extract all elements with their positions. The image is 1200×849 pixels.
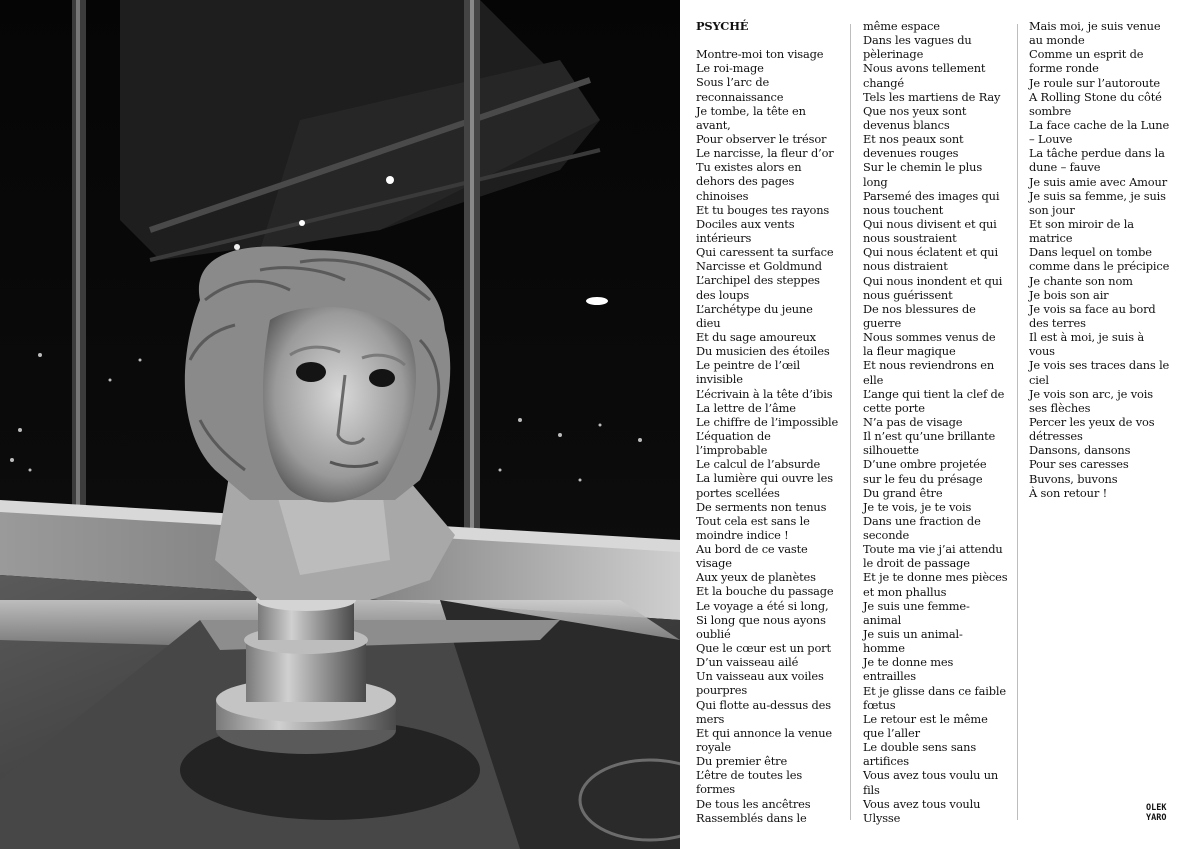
poem-line: De tous les ancêtres: [696, 796, 811, 811]
poem-line: des terres: [1029, 315, 1086, 330]
poem-line: Du premier être: [696, 754, 788, 769]
poem-line: Rassemblés dans le: [696, 810, 807, 825]
poem-line: fils: [863, 782, 880, 797]
poem-line: Qui nous éclatent et qui: [863, 245, 998, 260]
poem-line: forme ronde: [1029, 61, 1099, 76]
poem-line: La tâche perdue dans la: [1029, 146, 1165, 161]
poem-line: Et nos peaux sont: [863, 132, 964, 147]
poem-line: pèlerinage: [863, 47, 924, 62]
poem-line: Je suis un animal-: [863, 627, 963, 642]
poem-line: fœtus: [863, 697, 896, 712]
poem-line: Dociles aux vents: [696, 216, 795, 231]
poem-line: guerre: [863, 315, 902, 330]
poem-line: Du grand être: [863, 485, 943, 500]
poem-line: Toute ma vie j’ai attendu: [863, 542, 1003, 557]
poem-line: Percer les yeux de vos: [1029, 414, 1155, 429]
poem-line: Je vois ses traces dans le: [1029, 358, 1170, 373]
poem-line: Je te donne mes: [863, 655, 954, 670]
poem-line: silhouette: [863, 443, 919, 458]
poem-line: pourpres: [696, 683, 748, 698]
poem-line: son jour: [1029, 202, 1075, 217]
poem-line: À son retour !: [1029, 485, 1108, 500]
poem-line: dehors des pages: [696, 174, 795, 189]
poem-line: Vous avez tous voulu un: [863, 768, 999, 783]
poem-line: Dans les vagues du: [863, 33, 972, 48]
poem-line: – Louve: [1029, 132, 1073, 147]
poem-line: avant,: [696, 117, 731, 132]
poem-line: Et tu bouges tes rayons: [696, 202, 830, 217]
poem-line: Qui nous inondent et qui: [863, 273, 1003, 288]
poem-line: détresses: [1029, 429, 1083, 444]
poem-line: L’équation de: [696, 428, 771, 443]
poem-line: Je bois son air: [1029, 287, 1109, 302]
poem-line: Le calcul de l’absurde: [696, 457, 821, 472]
poem-line: Je vois son arc, je vois: [1029, 386, 1153, 401]
poem-line: Qui flotte au-dessus des: [696, 697, 831, 712]
poem-line: L’ange qui tient la clef de: [863, 386, 1005, 401]
poem-line: seconde: [863, 528, 910, 543]
poem-line: la fleur magique: [863, 344, 956, 359]
poem-line: entrailles: [863, 669, 916, 684]
poem-line: comme dans le précipice: [1029, 259, 1170, 274]
poem-line: dieu: [696, 315, 721, 330]
poem-line: Je vois sa face au bord: [1029, 301, 1156, 316]
poem-line: Et du sage amoureux: [696, 329, 816, 344]
poem-column-1: [696, 19, 846, 825]
poem-line: De serments non tenus: [696, 499, 827, 514]
poem-line: des loups: [696, 287, 750, 302]
poem-line: Je suis sa femme, je suis: [1029, 188, 1166, 203]
poem-line: Tels les martiens de Ray: [863, 89, 1001, 104]
poem-line: Le peintre de l’œil: [696, 358, 800, 373]
poem-line: Dansons, dansons: [1029, 443, 1131, 458]
poem-line: Qui nous divisent et qui: [863, 216, 997, 231]
poem-line: Il est à moi, je suis à: [1029, 330, 1145, 345]
poem-line: invisible: [696, 372, 743, 387]
poem-line: homme: [863, 641, 905, 656]
poem-line: Buvons, buvons: [1029, 471, 1118, 486]
poem-line: Et je te donne mes pièces: [863, 570, 1008, 585]
poem-line: Narcisse et Goldmund: [696, 259, 822, 274]
poem-line: Le voyage a été si long,: [696, 598, 829, 613]
poem-line: que l’aller: [863, 726, 920, 741]
poem-line: nous touchent: [863, 202, 944, 217]
poem-line: Le retour est le même: [863, 711, 988, 726]
poem-line: ses flèches: [1029, 400, 1091, 415]
poem-line: devenus blancs: [863, 117, 950, 132]
poem-line: La lettre de l’âme: [696, 400, 796, 415]
poem-line: Mais moi, je suis venue: [1029, 19, 1161, 33]
poem-line: L’être de toutes les: [696, 768, 803, 783]
poem-line: De nos blessures de: [863, 301, 976, 316]
poem-line: L’archipel des steppes: [696, 273, 820, 288]
poem-line: nous distraient: [863, 259, 948, 274]
poem-line: Sur le chemin le plus: [863, 160, 983, 175]
poem-line: dune – fauve: [1029, 160, 1101, 175]
poem-line: Le roi-mage: [696, 61, 764, 76]
poem-line: ciel: [1029, 372, 1049, 387]
poem-line: L’écrivain à la tête d’ibis: [696, 386, 833, 401]
poem-line: Le narcisse, la fleur d’or: [696, 146, 834, 161]
poem-line: changé: [863, 75, 904, 90]
poem-line: Un vaisseau aux voiles: [696, 669, 824, 684]
poem-line: Je roule sur l’autoroute: [1029, 75, 1161, 90]
poem-line: A Rolling Stone du côté: [1029, 89, 1162, 104]
poem-line: Comme un esprit de: [1029, 47, 1144, 62]
poem-line: Parsemé des images qui: [863, 188, 1000, 203]
poem-line: portes scellées: [696, 485, 780, 500]
poem-line: Du musicien des étoiles: [696, 344, 830, 359]
poem-line: Dans lequel on tombe: [1029, 245, 1152, 260]
poem-line: L’archétype du jeune: [696, 301, 813, 316]
poem-line: moindre indice !: [696, 527, 789, 542]
poem-line: Au bord de ce vaste: [696, 542, 808, 557]
poem-line: sur le feu du présage: [863, 471, 983, 486]
poem-line: Et je glisse dans ce faible: [863, 683, 1006, 698]
poem-title: PSYCHÉ: [696, 19, 749, 33]
poem-line: artifices: [863, 754, 909, 769]
poem-line: elle: [863, 372, 884, 387]
poem-line: Je te vois, je te vois: [863, 499, 972, 514]
poem-line: au monde: [1029, 33, 1085, 48]
poem-line: Pour observer le trésor: [696, 131, 827, 146]
poem-line: Je suis amie avec Amour: [1029, 174, 1167, 189]
author-signature: [1146, 804, 1166, 823]
poem-line: La lumière qui ouvre les: [696, 471, 833, 486]
poem-line: D’un vaisseau ailé: [696, 655, 799, 670]
poem-line: Le chiffre de l’impossible: [696, 414, 839, 429]
poem-line: oublié: [696, 626, 731, 641]
poem-column-2: [863, 19, 1013, 825]
poem-line: Si long que nous ayons: [696, 612, 826, 627]
poem-line: Je tombe, la tête en: [696, 103, 806, 118]
poem-line: devenues rouges: [863, 146, 959, 161]
poem-line: Je suis une femme-: [863, 598, 970, 613]
poem-line: nous guérissent: [863, 287, 953, 302]
poem-line: même espace: [863, 19, 940, 33]
poem-line: formes: [696, 782, 736, 797]
poem-line: visage: [696, 556, 732, 571]
poem-line: vous: [1029, 344, 1055, 359]
poem-line: animal: [863, 612, 902, 627]
poem-column-3: [1029, 19, 1179, 500]
poem-line: reconnaissance: [696, 89, 784, 104]
poem-line: intérieurs: [696, 230, 752, 245]
poem-line: Et qui annonce la venue: [696, 725, 832, 740]
poem-line: Vous avez tous voulu: [863, 796, 981, 811]
poem-line: Et la bouche du passage: [696, 584, 834, 599]
poem-line: Et nous reviendrons en: [863, 358, 995, 373]
poem-line: Pour ses caresses: [1029, 457, 1129, 472]
signature-line: YARO: [1146, 812, 1167, 823]
poem-line: Aux yeux de planètes: [696, 570, 816, 585]
signature-line: OLEK: [1146, 803, 1167, 813]
poem-line: Le double sens sans: [863, 740, 977, 755]
poem-line: Que nos yeux sont: [863, 103, 967, 118]
poem-line: matrice: [1029, 231, 1073, 246]
poem-line: Il n’est qu’une brillante: [863, 429, 996, 444]
poem-line: l’improbable: [696, 443, 768, 458]
poem-line: Tu existes alors en: [696, 160, 802, 175]
poem-line: chinoises: [696, 188, 749, 203]
poem-line: Dans une fraction de: [863, 513, 981, 528]
poem-line: cette porte: [863, 400, 925, 415]
poem-line: mers: [696, 711, 725, 726]
poem-line: sombre: [1029, 103, 1072, 118]
column-divider: [850, 24, 851, 820]
poem-line: D’une ombre projetée: [863, 457, 987, 472]
poem-line: royale: [696, 740, 732, 755]
poem-line: Qui caressent ta surface: [696, 245, 834, 260]
poem-line: Nous sommes venus de: [863, 330, 996, 345]
poem-line: Tout cela est sans le: [696, 513, 810, 528]
poem-line: Je chante son nom: [1029, 273, 1133, 288]
poem-line: Nous avons tellement: [863, 61, 986, 76]
poem-line: Que le cœur est un port: [696, 641, 831, 656]
poem-line: Sous l’arc de: [696, 75, 770, 90]
poem-line: nous soustraient: [863, 231, 957, 246]
poem-line: et mon phallus: [863, 584, 947, 599]
poem-line: La face cache de la Lune: [1029, 117, 1170, 132]
column-divider: [1017, 24, 1018, 820]
poem-line: N’a pas de visage: [863, 414, 963, 429]
poem-line: long: [863, 174, 888, 189]
poem-line: Montre-moi ton visage: [696, 47, 824, 62]
poem-line: le droit de passage: [863, 556, 970, 571]
poem-line: Ulysse: [863, 810, 901, 825]
poem-line: Et son miroir de la: [1029, 216, 1134, 231]
